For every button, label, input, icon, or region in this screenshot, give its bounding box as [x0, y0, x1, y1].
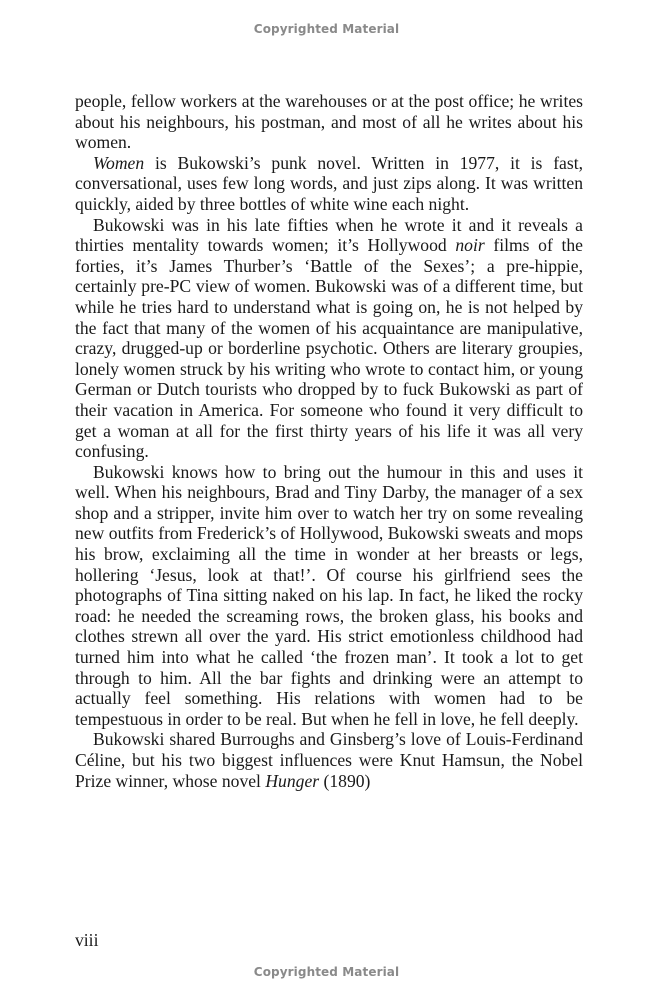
- paragraph-5-after: (1890): [319, 770, 371, 791]
- paragraph-5: [75, 729, 583, 791]
- paragraph-3: [75, 215, 583, 462]
- paragraph-3-after: films of the forties, it’s James Thurber’s ‘Battle of the Sexes’; a pre-hippie, certainly pre-PC view of women. Bukowski was of a different time, but while he tries hard to understand what is going on, he is not helped by the fact that many of the women of his acquaintance are manipulative, crazy, drugged-up or borderline psychotic. Others are literary groupies, lonely women struck by his writing who wrote to contact him, or young German or Dutch tourists who dropped by to fuck Bukowski as part of their vacation in America. For someone who found it very difficult to get a woman at all for the first thirty years of his life it was all very confusing.: [75, 235, 583, 462]
- copyright-banner-top: Copyrighted Material: [253, 22, 400, 36]
- copyright-banner-bottom: Copyrighted Material: [253, 965, 400, 979]
- body-text: [75, 91, 583, 791]
- paragraph-2: [75, 153, 583, 215]
- book-title-women: Women: [93, 152, 145, 173]
- paragraph-3-before: Bukowski was in his late fifties when he wrote it and it reveals a thirties mentality towards women; it’s Hollywood: [75, 214, 583, 256]
- paragraph-2-text: is Bukowski’s punk novel. Written in 1977, it is fast, conversational, uses few long words, and just zips along. It was written quickly, aided by three bottles of white wine each night.: [75, 152, 583, 214]
- paragraph-5-before: Bukowski shared Burroughs and Ginsberg’s love of Louis-Ferdinand Céline, but his two biggest influences were Knut Hamsun, the Nobel Prize winner, whose novel: [75, 729, 583, 791]
- noir-emphasis: noir: [455, 235, 485, 256]
- book-title-hunger: Hunger: [265, 770, 320, 791]
- page-number: viii: [75, 930, 99, 950]
- paragraph-4: Bukowski knows how to bring out the humour in this and uses it well. When his neighbours, Brad and Tiny Darby, the manager of a sex shop and a stripper, invite him over to watch her try on some revealing new outfits from Frederick’s of Hollywood, Bukowski sweats and mops his brow, exclaiming all the time in wonder at her breasts or legs, hollering ‘Jesus, look at that!’. Of course his girlfriend sees the photographs of Tina sitting naked on his lap. In fact, he liked the rocky road: he needed the screaming rows, the broken glass, his books and clothes strewn all over the yard. His strict emotionless childhood had turned him into what he called ‘the frozen man’. It took a lot to get through to him. All the bar fights and drinking were an attempt to actually feel something. His relations with women had to be tempestuous in order to be real. But when he fell in love, he fell deeply.: [75, 461, 583, 729]
- paragraph-1: people, fellow workers at the warehouses or at the post office; he writes about his neighbours, his postman, and most of all he writes about his women.: [75, 91, 583, 153]
